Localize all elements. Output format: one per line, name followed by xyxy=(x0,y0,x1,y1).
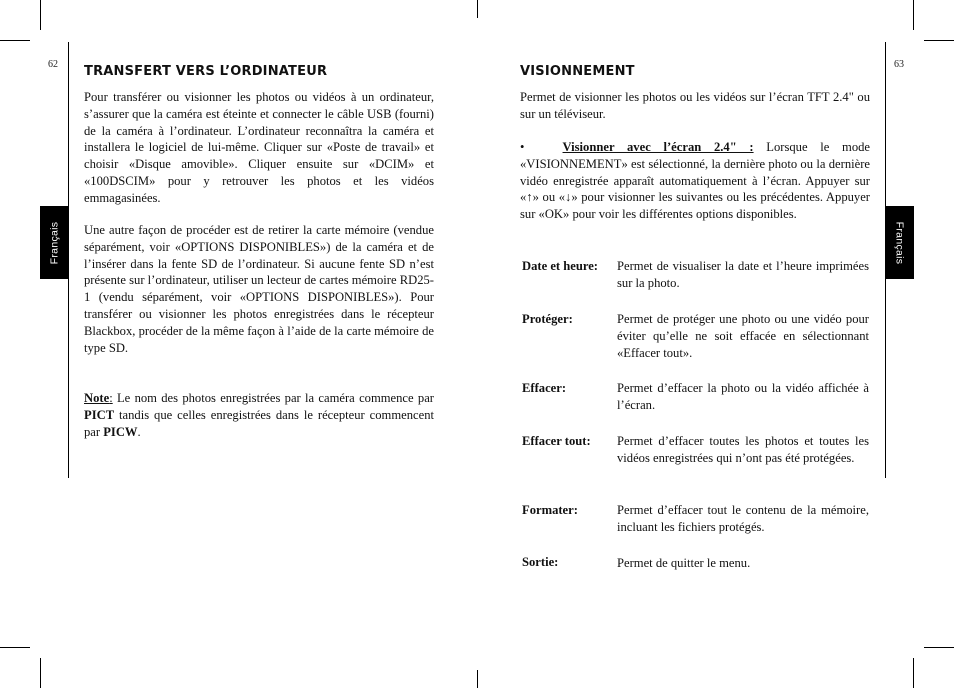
note-paragraph: Note: Le nom des photos enregistrées par la caméra commence par PICT tandis que celles enregistrées dans le récepteur commencent par PICW. xyxy=(84,391,434,439)
option-term: Date et heure: xyxy=(522,259,598,273)
playback-bullet xyxy=(520,139,870,223)
crop-mark xyxy=(40,658,41,688)
option-desc: Permet de protéger une photo ou une vidéo pour éviter qu’elle ne soit effacée en sélectionnant «Effacer tout». xyxy=(617,312,869,360)
crop-mark xyxy=(924,40,954,41)
option-desc: Permet d’effacer toutes les photos et toutes les vidéos enregistrées qui n’ont pas été protégées. xyxy=(617,434,869,465)
bullet-title: Visionner avec l’écran 2.4" : xyxy=(562,140,754,154)
crop-mark xyxy=(477,670,478,688)
option-desc: Permet de visualiser la date et l’heure imprimées sur la photo. xyxy=(617,259,869,290)
language-tab-right xyxy=(885,206,914,279)
crop-mark xyxy=(477,0,478,18)
transfer-paragraph-2: Une autre façon de procéder est de retirer la carte mémoire (vendue séparément, voir «OPTIONS DISPONIBLES») de la caméra et de l’insérer dans la fente SD de l’ordinateur. Si aucune fente SD n’est présente sur l’ordinateur, utiliser un lecteur de cartes mémoire RD25-1 (vendu séparément, voir «OPTIONS DISPONIBLES»). Pour transférer ou visionner les photos enregistrées dans le récepteur Blackbox, procéder de la même façon à l’aide de la carte mémoire de type SD. xyxy=(84,223,434,355)
note-text: tandis que celles enregistrées dans le récepteur commencent par xyxy=(84,407,434,439)
note-prefix-receiver: PICW xyxy=(103,424,138,439)
page-number-right: 63 xyxy=(894,59,904,70)
playback-intro: Permet de visionner les photos ou les vidéos sur l’écran TFT 2.4" ou sur un téléviseur. xyxy=(520,90,870,121)
option-term: Formater: xyxy=(522,503,578,517)
crop-mark xyxy=(0,40,30,41)
option-term: Effacer: xyxy=(522,381,567,395)
crop-mark xyxy=(924,647,954,648)
option-desc: Permet d’effacer la photo ou la vidéo affichée à l’écran. xyxy=(617,381,869,412)
option-term: Sortie: xyxy=(522,555,559,569)
language-tab-left xyxy=(40,206,68,279)
note-text: Le nom des photos enregistrées par la caméra commence par xyxy=(112,391,434,405)
option-term: Protéger: xyxy=(522,312,573,326)
left-page-border xyxy=(68,42,69,478)
language-tab-label: Français xyxy=(893,221,906,264)
section-heading-transfer: TRANSFERT VERS L’ORDINATEUR xyxy=(84,64,328,79)
option-desc: Permet de quitter le menu. xyxy=(617,556,751,570)
option-desc: Permet d’effacer tout le contenu de la mémoire, incluant les fichiers protégés. xyxy=(617,503,869,534)
crop-mark xyxy=(0,647,30,648)
note-prefix-camera: PICT xyxy=(84,407,115,422)
bullet-symbol: • xyxy=(520,140,525,154)
crop-mark xyxy=(913,658,914,688)
crop-mark xyxy=(913,0,914,30)
bullet-text: Lorsque le mode «VISIONNEMENT» est sélectionné, la dernière photo ou la dernière vidéo enregistrée apparaît automatiquement à l’écran. Appuyer sur «↑» ou «↓» pour visionner les suivantes ou les précédentes. Appuyer sur «OK» pour voir les différentes options disponibles. xyxy=(520,140,871,222)
language-tab-label: Français xyxy=(48,221,61,264)
crop-mark xyxy=(40,0,41,30)
note-label: Note: xyxy=(84,391,113,405)
section-heading-playback: VISIONNEMENT xyxy=(520,64,635,79)
transfer-paragraph-1: Pour transférer ou visionner les photos ou vidéos à un ordinateur, s’assurer que la caméra est éteinte et connecter le câble USB (fourni) de la caméra à l’ordinateur. L’ordinateur reconnaîtra la caméra et installera le logiciel de lui-même. Cliquer sur «Poste de travail» et choisir «Disque amovible». Cliquer ensuite sur «DCIM» et «100DSCIM» pour y retrouver les photos et les vidéos emmagasinées. xyxy=(84,90,434,205)
page-number-left: 62 xyxy=(48,59,58,70)
option-term: Effacer tout: xyxy=(522,434,591,448)
